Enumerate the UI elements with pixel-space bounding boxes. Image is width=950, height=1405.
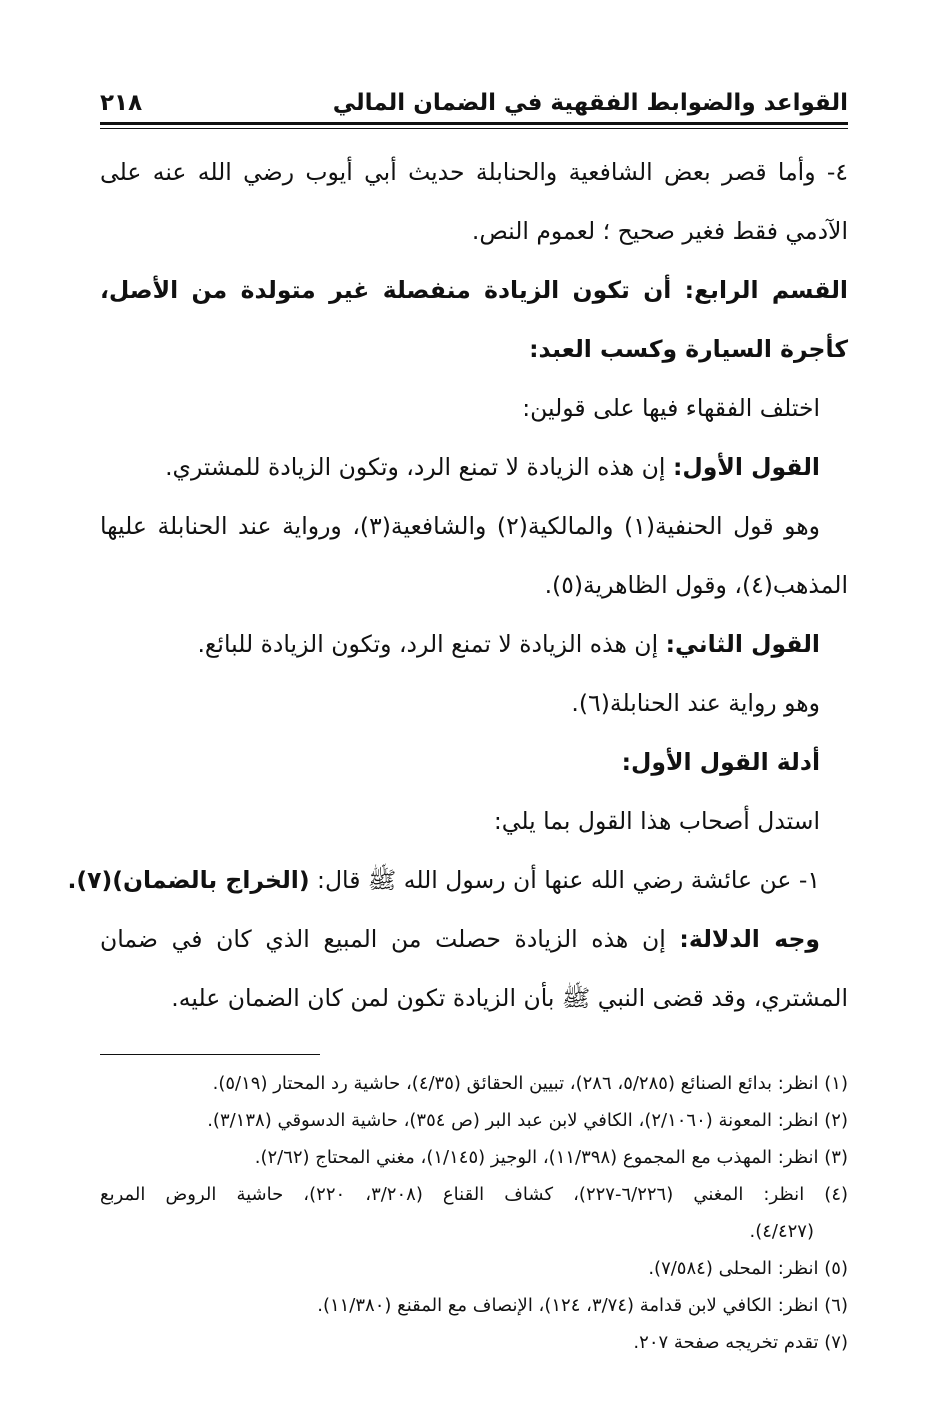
evidence-line xyxy=(100,910,848,969)
paragraph-line: المذهب(٤)، وقول الظاهرية(٥). xyxy=(544,571,848,599)
subheading: أدلة القول الأول: xyxy=(621,748,820,776)
paragraph-line: الآدمي فقط فغير صحيح ؛ لعموم النص. xyxy=(471,217,848,245)
section-heading: القسم الرابع: أن تكون الزيادة منفصلة غير متولدة من الأصل، xyxy=(100,276,848,304)
opinion-first xyxy=(100,438,848,497)
opinion-label: القول الأول: xyxy=(672,453,820,481)
evidence-label: وجه الدلالة: xyxy=(679,925,820,953)
footnote: (٥) انظر: المحلى (٧/٥٨٤). xyxy=(648,1258,848,1279)
page-number: ٢١٨ xyxy=(100,90,143,116)
book-page xyxy=(67,60,849,1361)
opinion-text: إن هذه الزيادة لا تمنع الرد، وتكون الزيادة للمشتري. xyxy=(165,453,666,481)
opinion-label: القول الثاني: xyxy=(665,630,820,658)
paragraph-line: المشتري، وقد قضى النبي ﷺ بأن الزيادة تكون لمن كان الضمان عليه. xyxy=(171,984,848,1012)
paragraph-line: وهو رواية عند الحنابلة(٦). xyxy=(571,689,820,717)
footnote: (٤) انظر: المغني (٦/٢٢٦-٢٢٧)، كشاف القناع (٣/٢٠٨، ٢٢٠)، حاشية الروض المربع xyxy=(100,1184,849,1205)
hadith-intro: ١- عن عائشة رضي الله عنها أن رسول الله ﷺ قال: xyxy=(317,866,820,894)
main-text xyxy=(67,143,848,1028)
running-title: القواعد والضوابط الفقهية في الضمان المالي xyxy=(332,90,848,116)
footnote: (٦) انظر: الكافي لابن قدامة (٣/٧٤، ١٢٤)، الإنصاف مع المقنع (١١/٣٨٠). xyxy=(317,1295,848,1316)
opinion-text: إن هذه الزيادة لا تمنع الرد، وتكون الزيادة للبائع. xyxy=(197,630,659,658)
footnote: (٧) تقدم تخريجه صفحة ٢٠٧. xyxy=(633,1332,848,1353)
page-header xyxy=(100,60,848,116)
paragraph-line: استدل أصحاب هذا القول بما يلي: xyxy=(493,807,820,835)
header-rule-thick xyxy=(100,122,848,125)
footnote: (١) انظر: بدائع الصنائع (٥/٢٨٥، ٢٨٦)، تبيين الحقائق (٤/٣٥)، حاشية رد المحتار (٥/١٩). xyxy=(212,1073,848,1094)
paragraph-line: ٤- وأما قصر بعض الشافعية والحنابلة حديث أبي أيوب رضي الله عنه على xyxy=(100,158,848,186)
paragraph-line: اختلف الفقهاء فيها على قولين: xyxy=(522,394,820,422)
section-heading: كأجرة السيارة وكسب العبد: xyxy=(529,335,848,363)
footnote: (٣) انظر: المهذب مع المجموع (١١/٣٩٨)، الوجيز (١/١٤٥)، مغني المحتاج (٢/٦٢). xyxy=(254,1147,848,1168)
footnote: (٢) انظر: المعونة (٢/١٠٦٠)، الكافي لابن عبد البر (ص ٣٥٤)، حاشية الدسوقي (٣/١٣٨). xyxy=(207,1110,848,1131)
opinion-second xyxy=(100,615,848,674)
footnote-continuation: (٤/٤٢٧). xyxy=(749,1221,814,1242)
hadith-quote: (الخراج بالضمان)(٧). xyxy=(67,866,310,894)
footnote-separator xyxy=(100,1054,320,1055)
evidence-text: إن هذه الزيادة حصلت من المبيع الذي كان في ضمان xyxy=(100,925,666,953)
hadith-line xyxy=(67,851,848,910)
footnotes xyxy=(100,1065,848,1361)
paragraph-line: وهو قول الحنفية(١) والمالكية(٢) والشافعية(٣)، ورواية عند الحنابلة عليها xyxy=(100,512,821,540)
header-rule-thin xyxy=(100,128,848,129)
